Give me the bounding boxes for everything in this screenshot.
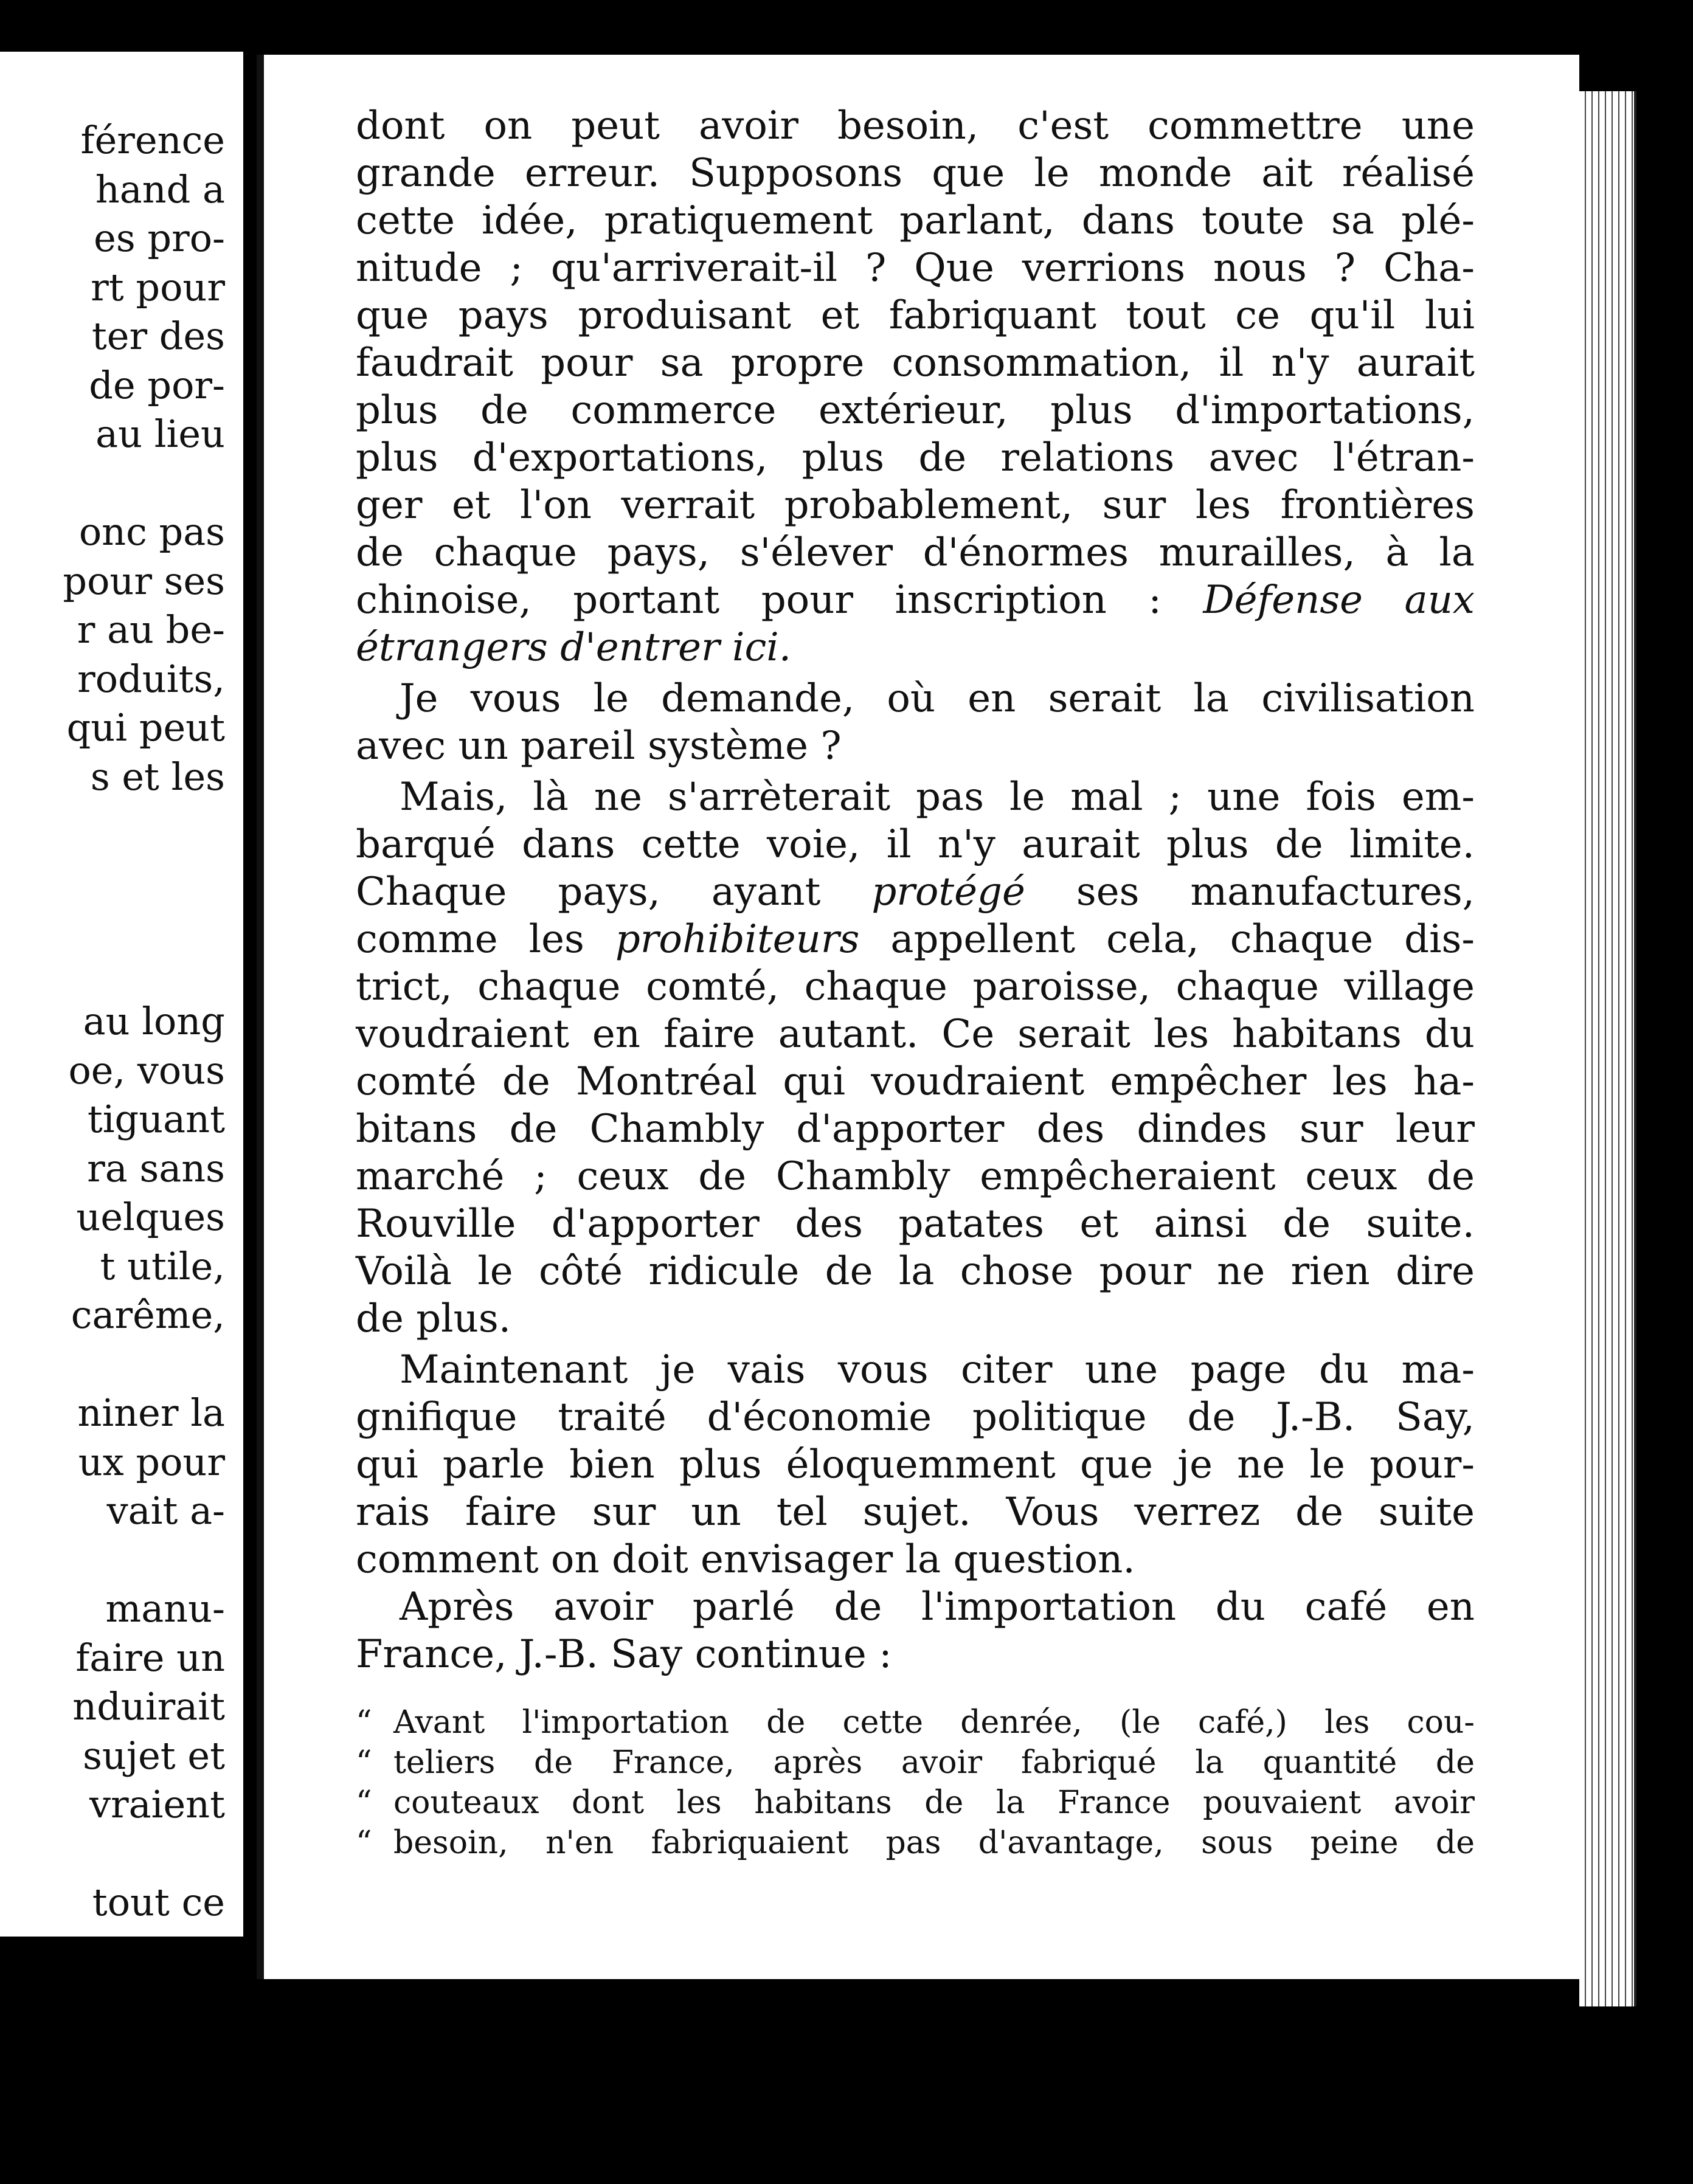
- text-run: chinoise, portant pour inscription :: [356, 578, 1203, 623]
- text-line: grande erreur. Supposons que le monde ait réalisé: [356, 151, 1475, 196]
- text-line: qui parle bien plus éloquemment que je ne le pour-: [356, 1442, 1475, 1487]
- left-page-line: ux pour: [78, 1439, 225, 1484]
- left-page-line: faire un: [75, 1635, 225, 1680]
- italic-inscription-end: étrangers d'entrer ici.: [356, 625, 792, 670]
- text-line: ger et l'on verrait probablement, sur les frontières: [356, 483, 1475, 528]
- left-page-line: qui peut: [66, 705, 225, 750]
- quote-text: couteaux dont les habitans de la France pouvaient avoir: [393, 1785, 1475, 1821]
- text-run: Chaque pays, ayant: [356, 869, 872, 914]
- quote-mark: “: [356, 1825, 372, 1861]
- text-run: ses manufactures,: [1025, 869, 1475, 914]
- quote-text: teliers de France, après avoir fabriqué la quantité de: [393, 1744, 1475, 1781]
- left-page-line: férence: [80, 118, 225, 162]
- text-line: nitude ; qu'arriverait-il ? Que verrions nous ? Cha-: [356, 246, 1475, 291]
- page-edges: [1579, 91, 1636, 2006]
- left-page-line: tout ce: [92, 1880, 225, 1924]
- text-run: comme les: [356, 917, 615, 962]
- text-line: [356, 868, 1475, 916]
- text-line: de chaque pays, s'élever d'énormes murailles, à la: [356, 530, 1475, 575]
- left-page-line: de por-: [89, 362, 225, 407]
- text-line: voudraient en faire autant. Ce serait les habitans du: [356, 1012, 1475, 1057]
- left-page-line: pour ses: [63, 558, 225, 603]
- left-page-line: hand a: [95, 167, 225, 212]
- left-page-line: niner la: [77, 1391, 225, 1435]
- text-line: cette idée, pratiquement parlant, dans toute sa plé-: [356, 198, 1475, 243]
- paragraph-3: [356, 773, 1475, 1343]
- left-page-line: t utile,: [100, 1243, 225, 1288]
- left-page-line: r au be-: [77, 607, 225, 652]
- left-page-line: nduirait: [72, 1684, 225, 1729]
- text-line: comté de Montréal qui voudraient empêcher les ha-: [356, 1059, 1475, 1104]
- quote-mark: “: [356, 1704, 372, 1741]
- left-page-line: ter des: [91, 314, 225, 358]
- page-text-block: [356, 102, 1475, 1863]
- left-page-line: manu-: [105, 1586, 225, 1631]
- text-line: Maintenant je vais vous citer une page du ma-: [400, 1347, 1475, 1392]
- text-line: que pays produisant et fabriquant tout ce qu'il lui: [356, 293, 1475, 338]
- text-line: plus d'exportations, plus de relations avec l'étran-: [356, 435, 1475, 480]
- text-line: Mais, là ne s'arrèterait pas le mal ; une fois em-: [400, 775, 1475, 820]
- text-line: faudrait pour sa propre consommation, il n'y aurait: [356, 340, 1475, 385]
- text-line: Rouville d'apporter des patates et ainsi de suite.: [356, 1201, 1475, 1246]
- quote-mark: “: [356, 1785, 372, 1821]
- left-page-line: s et les: [90, 754, 225, 799]
- text-line: plus de commerce extérieur, plus d'importations,: [356, 388, 1475, 433]
- italic-word: protégé: [871, 869, 1025, 914]
- text-line: dont on peut avoir besoin, c'est commettre une: [356, 103, 1475, 148]
- book-gutter: [243, 0, 257, 2184]
- left-page-line: carême,: [71, 1293, 225, 1337]
- quote-mark: “: [356, 1744, 372, 1781]
- left-page-line: vraient: [89, 1782, 225, 1826]
- quote-line: [356, 1823, 1475, 1863]
- text-run: appellent cela, chaque dis-: [859, 917, 1475, 962]
- text-line: Après avoir parlé de l'importation du café en: [400, 1584, 1475, 1629]
- block-quote: [356, 1702, 1475, 1863]
- text-line: avec un pareil système ?: [356, 724, 842, 769]
- left-page-line: ra sans: [87, 1146, 225, 1190]
- left-page-line: au long: [83, 999, 225, 1043]
- text-line: Je vous le demande, où en serait la civilisation: [400, 676, 1475, 721]
- text-line: [356, 916, 1475, 963]
- left-page-line: sujet et: [83, 1733, 225, 1778]
- quote-text: besoin, n'en fabriquaient pas d'avantage, sous peine de: [393, 1825, 1475, 1861]
- left-page-line: vait a-: [106, 1488, 225, 1533]
- left-page-line: rt pour: [91, 264, 225, 309]
- left-page-line: tiguant: [87, 1097, 225, 1141]
- paragraph-2: [356, 675, 1475, 770]
- left-page-line: onc pas: [78, 510, 225, 554]
- left-page-fragment: [0, 52, 247, 1937]
- italic-word: prohibiteurs: [615, 917, 860, 962]
- quote-line: [356, 1743, 1475, 1783]
- text-line: gnifique traité d'économie politique de J.-B. Say,: [356, 1395, 1475, 1440]
- quote-line: [356, 1702, 1475, 1743]
- italic-inscription: Défense aux: [1203, 578, 1475, 623]
- left-page-line: oe, vous: [68, 1048, 225, 1093]
- text-line: bitans de Chambly d'apporter des dindes sur leur: [356, 1107, 1475, 1152]
- text-line: France, J.-B. Say continue :: [356, 1632, 892, 1677]
- quote-line: [356, 1783, 1475, 1823]
- paragraph-1: [356, 102, 1475, 671]
- left-page-line: uelques: [76, 1195, 225, 1239]
- paragraph-5: [356, 1583, 1475, 1678]
- text-line: de plus.: [356, 1296, 511, 1341]
- left-page-line: es pro-: [94, 216, 225, 260]
- text-line: marché ; ceux de Chambly empêcheraient ceux de: [356, 1154, 1475, 1199]
- left-page-line: roduits,: [77, 656, 225, 701]
- text-line: barqué dans cette voie, il n'y aurait plus de limite.: [356, 822, 1475, 867]
- paragraph-4: [356, 1346, 1475, 1583]
- text-line: Voilà le côté ridicule de la chose pour ne rien dire: [356, 1249, 1475, 1294]
- text-line: [356, 576, 1475, 624]
- text-line: trict, chaque comté, chaque paroisse, chaque village: [356, 964, 1475, 1009]
- quote-text: Avant l'importation de cette denrée, (le café,) les cou-: [393, 1704, 1475, 1741]
- text-line: comment on doit envisager la question.: [356, 1537, 1135, 1582]
- left-page-line: au lieu: [95, 412, 225, 456]
- text-line: rais faire sur un tel sujet. Vous verrez de suite: [356, 1490, 1475, 1535]
